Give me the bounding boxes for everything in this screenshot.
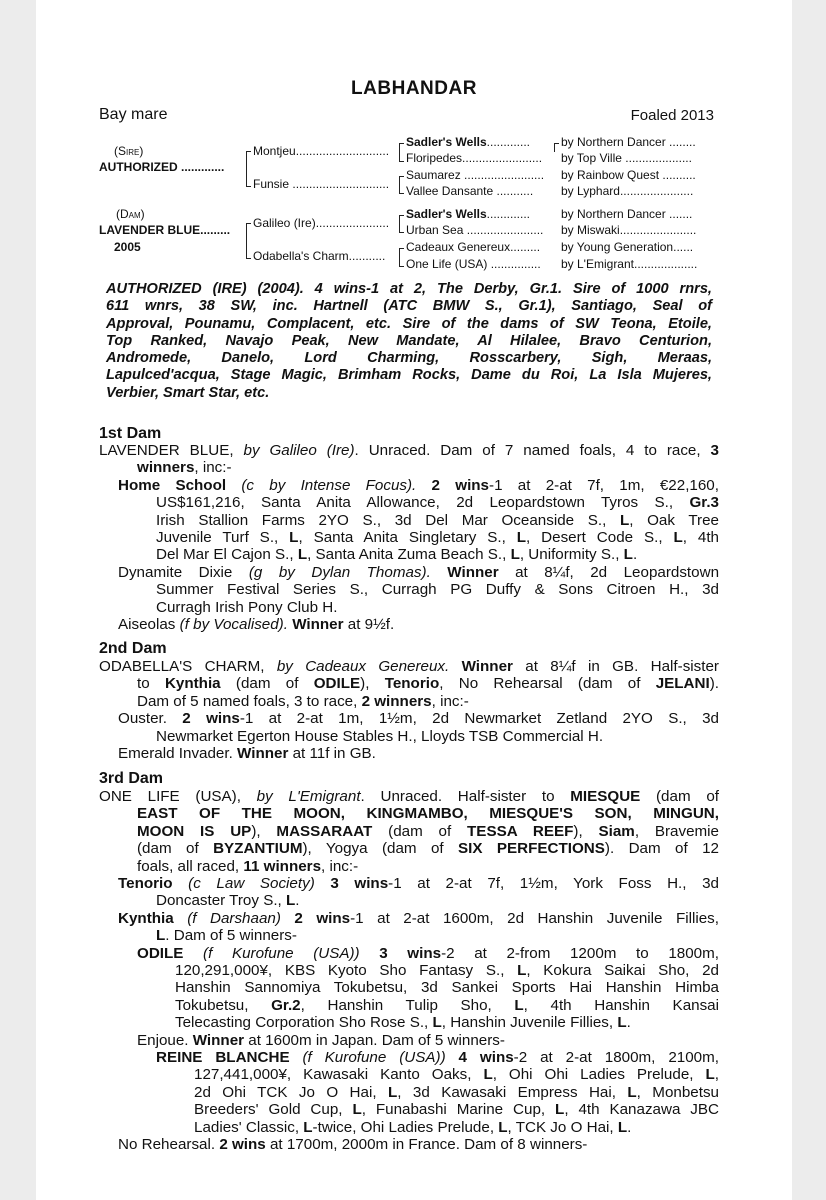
third-dam-heading: 3rd Dam (99, 770, 164, 787)
ped-g3-2: by Top Ville .................... (561, 151, 692, 165)
bracket (554, 143, 559, 152)
colour-sex: Bay mare (99, 106, 168, 123)
ped-g1-4: Odabella's Charm........... (253, 249, 386, 263)
ped-g2-1: Sadler's Wells............. (406, 135, 531, 149)
catalogue-page: LABHANDAR Bay mare Foaled 2013 (Sire) AUTHORIZED ............. (Dam) LAVENDER BLUE......... 2005 Montjeu............................ Funsie ............................. Galileo (Ire)...................... Odabella's Charm........... Sadler's Wells............. Floripedes........................ Saumarez ........................ Vallee Dansante ........... Sadler's Wells............. Urban Sea ....................... Cadeaux Genereux......... One Life (USA) ............... by Northern Dancer ........ by Top Ville .................... by Rainbow Quest .......... by Lyphard...................... by Northern Dancer ....... by Miswaki....................... by Young Generation...... by L'Emigrant................... AUTHORIZED (IRE) (2004). 4 wins-1 at 2, The Derby, Gr.1. Sire of 1000 rnrs, 611 wnrs, 38 SW, inc. Hartnell (ATC BMW S., Gr.1), Santiago, Seal of Approval, Pounamu, Complacent, etc. Sire of the dams of SW Teona, Etoile, Top Ranked, Navajo Peak, New Mandate, Al Hilalee, Bravo Centurion, Andromede, Danelo, Lord Charming, Rosscarbery, Sigh, Meraas, Lapulced'acqua, Stage Magic, Brimham Rocks, Dame du Roi, La Isla Mujeres, Verbier, Smart Star, etc. 1st Dam LAVENDER BLUE, by Galileo (Ire). Unraced. Dam of 7 named foals, 4 to race, 3 winners, inc:- Home School (c by Intense Focus). 2 wins-1 at 2-at 7f, 1m, €22,160, US$161,216, Santa Anita Allowance, 2d Leopardstown Tyros S., Gr.3 Irish Stallion Farms 2YO S., 3d Del Mar Oceanside S., L, Oak Tree Juvenile Turf S., L, Santa Anita Singletary S., L, Desert Code S., L, 4th Del Mar El Cajon S., L, Santa Anita Zuma Beach S., L, Uniformity S., L. Dynamite Dixie (g by Dylan Thomas). Winner at 8¼f, 2d Leopardstown Summer Festival Series S., Curragh PG Duffy & Sons Citroen H., 3d Curragh Irish Pony Club H. Aiseolas (f by Vocalised). Winner at 9½f. 2nd Dam ODABELLA'S CHARM, by Cadeaux Genereux. Winner at 8¼f in GB. Half-sister to Kynthia (dam of ODILE), Tenorio, No Rehearsal (dam of JELANI). Dam of 5 named foals, 3 to race, 2 winners, inc:- Ouster. 2 wins-1 at 2-at 1m, 1½m, 2d Newmarket Zetland 2YO S., 3d Newmarket Egerton House Stables H., Lloyds TSB Commercial H. Emerald Invader. Winner at 11f in GB. 3rd Dam ONE LIFE (USA), by L'Emigrant. Unraced. Half-sister to MIESQUE (dam of EAST OF THE MOON, KINGMAMBO, MIESQUE'S SON, MINGUN, MOON IS UP), MASSARAAT (dam of TESSA REEF), Siam, Bravemie (dam of BYZANTIUM), Yogya (dam of SIX PERFECTIONS). Dam of 12 foals, all raced, 11 winners, inc:- Tenorio (c Law Society) 3 wins-1 at 2-at 7f, 1½m, York Foss H., 3d Doncaster Troy S., L. Kynthia (f Darshaan) 2 wins-1 at 2-at 1600m, 2d Hanshin Juvenile Fillies, L. Dam of 5 winners- ODILE (f Kurofune (USA)) 3 wins-2 at 2-from 1200m to 1800m, 120,291,000¥, KBS Kyoto Sho Fantasy S., L, Kokura Saikai Sho, 2d Hanshin Sannomiya Tokubetsu, 3d Sankei Sports Hai Hanshin Himba Tokubetsu, Gr.2, Hanshin Tulip Sho, L, 4th Hanshin Kansai Telecasting Corporation Sho Rose S., L, Hanshin Juvenile Fillies, L. Enjoue. Winner at 1600m in Japan. Dam of 5 winners- REINE BLANCHE (f Kurofune (USA)) 4 wins-2 at 2-at 1800m, 2100m, 127,441,000¥, Kawasaki Kanto Oaks, L, Ohi Ohi Ladies Prelude, L, 2d Ohi TCK Jo O Hai, L, 3d Kawasaki Empress Hai, L, Monbetsu Breeders' Gold Cup, L, Funabashi Marine Cup, L, 4th Kanazawa JBC Ladies' Classic, L-twice, Ohi Ladies Prelude, L, TCK Jo O Hai, L. No Rehearsal. 2 wins at 1700m, 2000m in France. Dam of 8 winners- (36, 0, 792, 1200)
ped-g3-8: by L'Emigrant................... (561, 257, 698, 271)
ped-g1-1: Montjeu............................ (253, 144, 390, 158)
dam-label: (Dam) (116, 207, 145, 221)
ped-g2-2: Floripedes........................ (406, 151, 543, 165)
sire-label: (Sire) (114, 144, 144, 158)
ped-g2-6: Urban Sea ....................... (406, 223, 544, 237)
ped-g3-5: by Northern Dancer ....... (561, 207, 693, 221)
dam-name: LAVENDER BLUE......... (99, 223, 231, 237)
bracket (399, 215, 404, 233)
ped-g1-3: Galileo (Ire)...................... (253, 216, 390, 230)
dam-year: 2005 (114, 240, 141, 254)
ped-g3-1: by Northern Dancer ........ (561, 135, 696, 149)
horse-name: LABHANDAR (351, 78, 477, 99)
foaled: Foaled 2013 (630, 107, 714, 124)
bracket (246, 223, 251, 259)
bracket (246, 151, 251, 187)
ped-g3-3: by Rainbow Quest .......... (561, 168, 696, 182)
sire-name: AUTHORIZED ............. (99, 160, 225, 174)
ped-g3-6: by Miswaki....................... (561, 223, 697, 237)
ped-g2-8: One Life (USA) ............... (406, 257, 541, 271)
ped-g2-4: Vallee Dansante ........... (406, 184, 534, 198)
bracket (399, 143, 404, 162)
bracket (399, 248, 404, 267)
ped-g2-5: Sadler's Wells............. (406, 207, 531, 221)
second-dam-heading: 2nd Dam (99, 640, 167, 657)
ped-g2-3: Saumarez ........................ (406, 168, 545, 182)
ped-g3-4: by Lyphard...................... (561, 184, 694, 198)
sire-description: AUTHORIZED (IRE) (2004). 4 wins-1 at 2, The Derby, Gr.1. Sire of 1000 rnrs, 611 wnrs, 38 SW, inc. Hartnell (ATC BMW S., Gr.1), Santiago, Seal of Approval, Pounamu, Complacent, etc. Sire of the dams of SW Teona, Etoile, Top Ranked, Navajo Peak, New Mandate, Al Hilalee, Bravo Centurion, Andromede, Danelo, Lord Charming, Rosscarbery, Sigh, Meraas, Lapulced'acqua, Stage Magic, Brimham Rocks, Dame du Roi, La Isla Mujeres, Verbier, Smart Star, etc. (106, 281, 712, 401)
ped-g1-2: Funsie ............................. (253, 177, 390, 191)
first-dam-heading: 1st Dam (99, 425, 162, 442)
bracket (399, 176, 404, 194)
ped-g2-7: Cadeaux Genereux......... (406, 240, 541, 254)
ped-g3-7: by Young Generation...... (561, 240, 694, 254)
